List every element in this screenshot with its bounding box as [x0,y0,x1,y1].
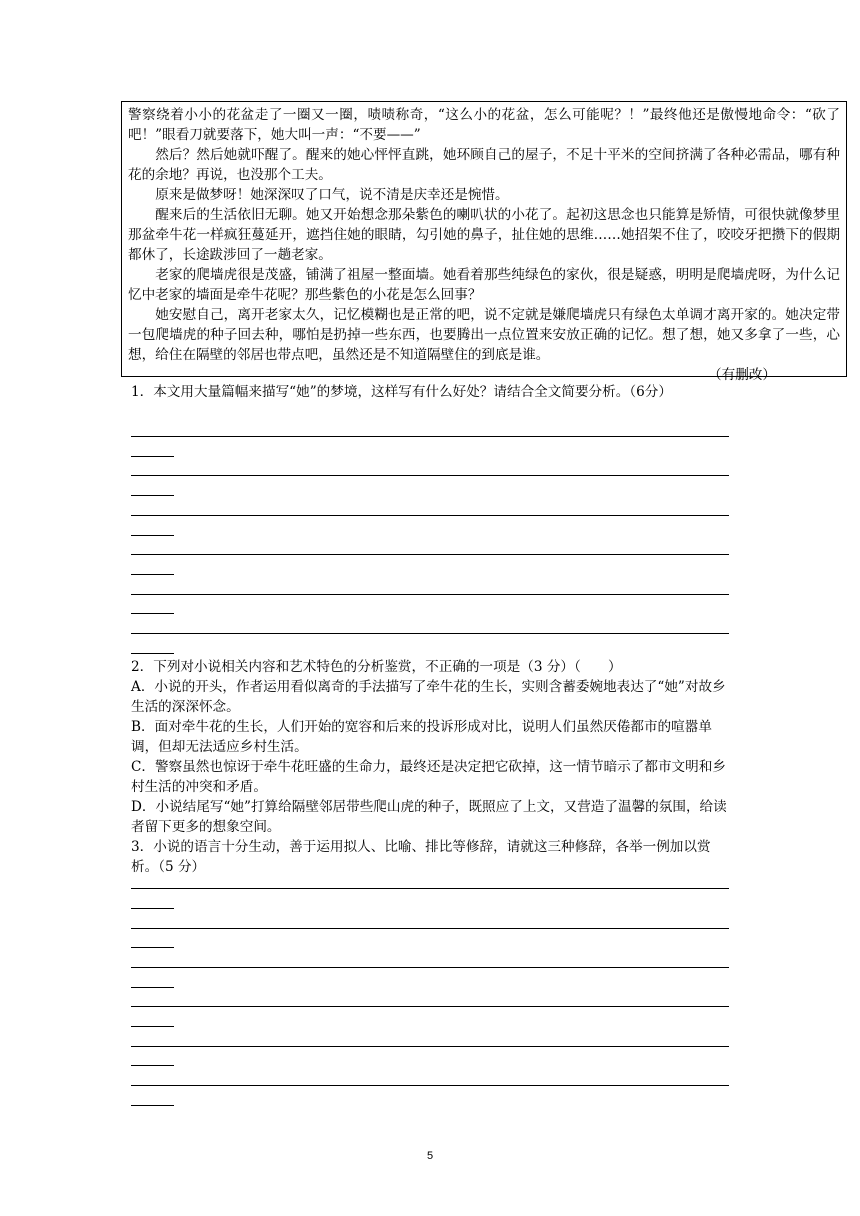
answer-line[interactable] [131,947,174,948]
answer-line[interactable] [131,1046,729,1047]
passage-paragraph: 警察绕着小小的花盆走了一圈又一圈，啧啧称奇，“这么小的花盆，怎么可能呢？！”最终他还是傲慢地命令：“砍了吧！”眼看刀就要落下，她大叫一声：“不要——” [128,107,840,143]
passage-box [121,101,847,383]
answer-line[interactable] [131,908,174,909]
option-b[interactable]: B．面对牵牛花的生长，人们开始的宽容和后来的投诉形成对比，说明人们虽然厌倦都市的喧嚣单调，但却无法适应乡村生活。 [131,719,712,755]
answer-line[interactable] [131,1085,729,1086]
answer-line[interactable] [131,653,174,654]
answer-line[interactable] [131,1006,729,1007]
answer-line[interactable] [131,888,729,889]
answer-line[interactable] [131,1065,174,1066]
answer-line[interactable] [131,1026,174,1027]
answer-line[interactable] [131,436,729,437]
answer-line[interactable] [131,456,174,457]
answer-line[interactable] [131,987,174,988]
answer-line[interactable] [131,1105,174,1106]
answer-line[interactable] [131,967,729,968]
passage-paragraph: 原来是做梦呀！她深深叹了口气，说不清是庆幸还是惋惜。 [155,187,509,203]
passage-paragraph: 她安慰自己，离开老家太久，记忆模糊也是正常的吧，说不定就是嫌爬墙虎只有绿色太单调才离开家的。她决定带一包爬墙虎的种子回去种，哪怕是扔掉一些东西，也要腾出一点位置来安放正确的记忆。想了想，她又多拿了一些，心想，给住在隔壁的邻居也带点吧，虽然还是不知道隔壁住的到底是谁。 [128,307,840,363]
answer-line[interactable] [131,633,729,634]
question-1: 1．本文用大量篇幅来描写“她”的梦境，这样写有什么好处？请结合全文简要分析。（6分） [131,384,672,400]
question-3: 3．小说的语言十分生动，善于运用拟人、比喻、排比等修辞，请就这三种修辞，各举一例加以赏析。（5 分） [131,839,711,875]
page-number: 5 [426,1150,434,1162]
passage-paragraph: 醒来后的生活依旧无聊。她又开始想念那朵紫色的喇叭状的小花了。起初这思念也只能算是矫情，可很快就像梦里那盆牵牛花一样疯狂蔓延开，遮挡住她的眼睛，勾引她的鼻子，扯住她的思维……她招架不住了，咬咬牙把攒下的假期都休了，长途跋涉回了一趟老家。 [128,207,840,263]
source-note: （有删改） [708,367,776,383]
answer-line[interactable] [131,613,174,614]
answer-line[interactable] [131,535,174,536]
question-2-stem: 2．下列对小说相关内容和艺术特色的分析鉴赏，不正确的一项是（3 分）（ ） [131,659,622,675]
answer-line[interactable] [131,515,729,516]
option-a[interactable]: A．小说的开头，作者运用看似离奇的手法描写了牵牛花的生长，实则含蓄委婉地表达了“她”对故乡生活的深深怀念。 [131,679,726,715]
answer-line[interactable] [131,594,729,595]
passage-paragraph: 然后？然后她就吓醒了。醒来的她心怦怦直跳，她环顾自己的屋子，不足十平米的空间挤满了各种必需品，哪有种花的余地？再说，也没那个工夫。 [128,147,840,183]
question-2 [131,657,731,877]
answer-line[interactable] [131,495,174,496]
option-c[interactable]: C．警察虽然也惊讶于牵牛花旺盛的生命力，最终还是决定把它砍掉，这一情节暗示了都市文明和乡村生活的冲突和矛盾。 [131,759,726,795]
option-d[interactable]: D．小说结尾写“她”打算给隔壁邻居带些爬山虎的种子，既照应了上文，又营造了温馨的氛围，给读者留下更多的想象空间。 [131,799,727,835]
answer-line[interactable] [131,554,729,555]
passage-paragraph: 老家的爬墙虎很是茂盛，铺满了祖屋一整面墙。她看着那些纯绿色的家伙，很是疑惑，明明是爬墙虎呀，为什么记忆中老家的墙面是牵牛花呢？那些紫色的小花是怎么回事？ [128,267,840,303]
answer-line[interactable] [131,928,729,929]
answer-line[interactable] [131,574,174,575]
answer-line[interactable] [131,475,729,476]
